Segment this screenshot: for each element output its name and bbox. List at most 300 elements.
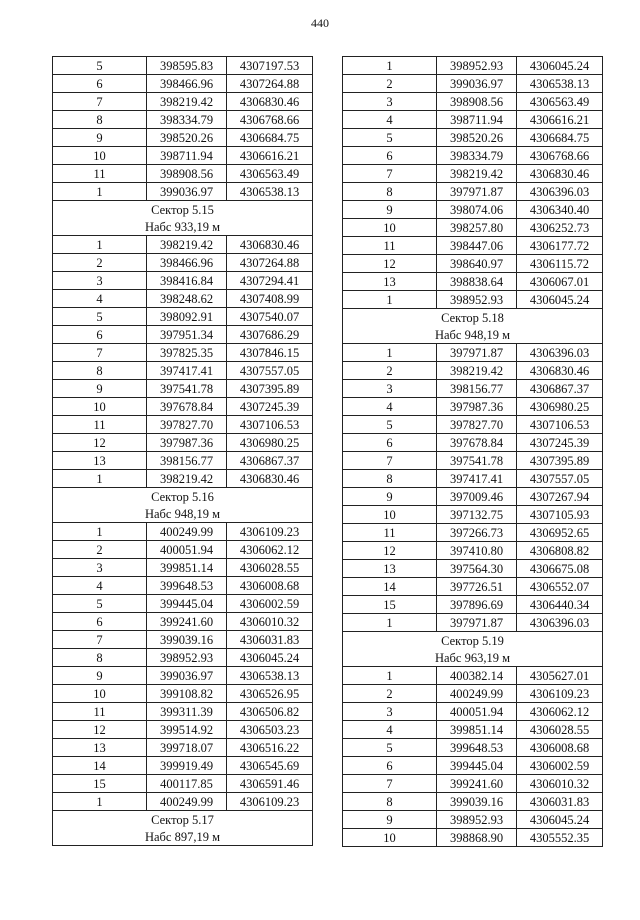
y-coordinate: 4306062.12 [517,703,603,721]
x-coordinate: 397896.69 [437,596,517,614]
y-coordinate: 4306396.03 [517,344,603,362]
x-coordinate: 399036.97 [147,183,227,201]
y-coordinate: 4306115.72 [517,255,603,273]
table-row [343,614,603,632]
x-coordinate: 398156.77 [147,452,227,470]
point-number: 4 [343,111,437,129]
point-number: 13 [53,452,147,470]
y-coordinate: 4306830.46 [227,470,313,488]
sector-length-row [343,326,603,344]
point-number: 13 [343,560,437,578]
table-row [53,667,313,685]
point-number: 6 [53,75,147,93]
y-coordinate: 4305627.01 [517,667,603,685]
table-row [53,57,313,75]
table-row [343,147,603,165]
table-row [53,649,313,667]
table-row [53,380,313,398]
point-number: 5 [343,416,437,434]
sector-length-row [343,649,603,667]
point-number: 9 [53,129,147,147]
y-coordinate: 4306010.32 [517,775,603,793]
y-coordinate: 4306867.37 [517,380,603,398]
x-coordinate: 398952.93 [147,649,227,667]
point-number: 2 [343,362,437,380]
table-row [343,829,603,847]
y-coordinate: 4306526.95 [227,685,313,703]
x-coordinate: 398838.64 [437,273,517,291]
point-number: 8 [343,470,437,488]
table-row [343,380,603,398]
x-coordinate: 398219.42 [437,165,517,183]
y-coordinate: 4306177.72 [517,237,603,255]
table-row [53,308,313,326]
y-coordinate: 4306616.21 [227,147,313,165]
y-coordinate: 4306506.82 [227,703,313,721]
y-coordinate: 4306109.23 [227,793,313,811]
table-row [343,344,603,362]
x-coordinate: 398257.80 [437,219,517,237]
y-coordinate: 4306768.66 [227,111,313,129]
x-coordinate: 398466.96 [147,254,227,272]
x-coordinate: 398219.42 [147,236,227,254]
x-coordinate: 400249.99 [147,793,227,811]
table-row [343,75,603,93]
x-coordinate: 397541.78 [437,452,517,470]
y-coordinate: 4306980.25 [517,398,603,416]
table-row [53,613,313,631]
table-row [343,685,603,703]
table-row [53,398,313,416]
y-coordinate: 4306010.32 [227,613,313,631]
point-number: 13 [53,739,147,757]
table-row [53,434,313,452]
x-coordinate: 397678.84 [147,398,227,416]
x-coordinate: 398520.26 [437,129,517,147]
table-row [53,75,313,93]
x-coordinate: 400117.85 [147,775,227,793]
table-row [53,721,313,739]
y-coordinate: 4306109.23 [227,523,313,541]
point-number: 9 [343,201,437,219]
point-number: 12 [53,721,147,739]
table-row [343,542,603,560]
point-number: 14 [53,757,147,775]
table-row [53,685,313,703]
x-coordinate: 398334.79 [437,147,517,165]
x-coordinate: 398219.42 [147,93,227,111]
table-row [343,560,603,578]
point-number: 5 [53,595,147,613]
point-number: 7 [53,344,147,362]
x-coordinate: 397266.73 [437,524,517,542]
point-number: 13 [343,273,437,291]
x-coordinate: 399445.04 [437,757,517,775]
y-coordinate: 4306503.23 [227,721,313,739]
point-number: 1 [343,614,437,632]
x-coordinate: 398868.90 [437,829,517,847]
table-row [53,147,313,165]
table-row [343,703,603,721]
table-row [53,165,313,183]
table-row [343,596,603,614]
x-coordinate: 398711.94 [437,111,517,129]
x-coordinate: 397971.87 [437,614,517,632]
y-coordinate: 4306008.68 [517,739,603,757]
point-number: 12 [343,255,437,273]
y-coordinate: 4307395.89 [517,452,603,470]
y-coordinate: 4306552.07 [517,578,603,596]
point-number: 1 [53,793,147,811]
point-number: 6 [343,434,437,452]
x-coordinate: 400382.14 [437,667,517,685]
x-coordinate: 399241.60 [437,775,517,793]
x-coordinate: 397417.41 [147,362,227,380]
point-number: 3 [53,559,147,577]
table-row [343,111,603,129]
table-row [53,757,313,775]
table-row [53,326,313,344]
y-coordinate: 4306440.34 [517,596,603,614]
table-row [343,255,603,273]
x-coordinate: 398219.42 [437,362,517,380]
y-coordinate: 4306002.59 [227,595,313,613]
y-coordinate: 4306616.21 [517,111,603,129]
table-row [343,739,603,757]
x-coordinate: 399648.53 [147,577,227,595]
y-coordinate: 4307294.41 [227,272,313,290]
x-coordinate: 398416.84 [147,272,227,290]
table-row [53,577,313,595]
table-row [343,183,603,201]
x-coordinate: 398595.83 [147,57,227,75]
y-coordinate: 4307540.07 [227,308,313,326]
point-number: 2 [53,254,147,272]
x-coordinate: 399036.97 [437,75,517,93]
table-row [53,362,313,380]
table-row [53,416,313,434]
x-coordinate: 398908.56 [437,93,517,111]
point-number: 10 [53,685,147,703]
x-coordinate: 398952.93 [437,291,517,309]
point-number: 2 [343,75,437,93]
x-coordinate: 397417.41 [437,470,517,488]
x-coordinate: 399851.14 [147,559,227,577]
x-coordinate: 399311.39 [147,703,227,721]
table-row [343,434,603,452]
point-number: 4 [53,290,147,308]
point-number: 5 [343,739,437,757]
y-coordinate: 4306109.23 [517,685,603,703]
x-coordinate: 398711.94 [147,147,227,165]
point-number: 8 [53,362,147,380]
table-row [343,398,603,416]
x-coordinate: 397827.70 [437,416,517,434]
x-coordinate: 397564.30 [437,560,517,578]
table-row [53,272,313,290]
x-coordinate: 397951.34 [147,326,227,344]
x-coordinate: 400249.99 [147,523,227,541]
y-coordinate: 4307557.05 [227,362,313,380]
y-coordinate: 4306830.46 [517,362,603,380]
table-row [53,452,313,470]
x-coordinate: 397987.36 [437,398,517,416]
y-coordinate: 4306045.24 [517,291,603,309]
y-coordinate: 4307267.94 [517,488,603,506]
point-number: 7 [343,165,437,183]
point-number: 1 [53,470,147,488]
x-coordinate: 398248.62 [147,290,227,308]
table-row [343,273,603,291]
x-coordinate: 399648.53 [437,739,517,757]
x-coordinate: 398908.56 [147,165,227,183]
y-coordinate: 4306545.69 [227,757,313,775]
sector-title-row [343,632,603,650]
point-number: 3 [343,93,437,111]
y-coordinate: 4307197.53 [227,57,313,75]
x-coordinate: 397827.70 [147,416,227,434]
x-coordinate: 400051.94 [437,703,517,721]
sector-title-row [53,488,313,506]
x-coordinate: 398447.06 [437,237,517,255]
table-row [343,811,603,829]
sector-length-row [53,218,313,236]
table-row [53,739,313,757]
y-coordinate: 4306340.40 [517,201,603,219]
y-coordinate: 4306008.68 [227,577,313,595]
point-number: 11 [53,165,147,183]
sector-length: Набс 948,19 м [343,326,603,344]
y-coordinate: 4307395.89 [227,380,313,398]
x-coordinate: 398074.06 [437,201,517,219]
point-number: 5 [53,308,147,326]
coordinates-table-left [52,56,313,846]
x-coordinate: 397410.80 [437,542,517,560]
table-row [343,416,603,434]
point-number: 6 [343,147,437,165]
table-row [343,201,603,219]
x-coordinate: 398219.42 [147,470,227,488]
table-row [53,703,313,721]
sector-title: Сектор 5.19 [343,632,603,650]
sector-title: Сектор 5.18 [343,309,603,327]
point-number: 7 [343,775,437,793]
x-coordinate: 398334.79 [147,111,227,129]
point-number: 11 [343,524,437,542]
coordinates-table-right [342,56,603,847]
sector-title: Сектор 5.15 [53,201,313,219]
table-row [343,129,603,147]
point-number: 8 [53,111,147,129]
table-row [343,757,603,775]
x-coordinate: 397971.87 [437,183,517,201]
y-coordinate: 4307557.05 [517,470,603,488]
y-coordinate: 4306563.49 [517,93,603,111]
sector-title-row [343,309,603,327]
y-coordinate: 4306028.55 [517,721,603,739]
table-row [343,237,603,255]
y-coordinate: 4306952.65 [517,524,603,542]
sector-length: Набс 963,19 м [343,649,603,667]
y-coordinate: 4306684.75 [517,129,603,147]
y-coordinate: 4306045.24 [517,57,603,75]
y-coordinate: 4307408.99 [227,290,313,308]
table-row [53,595,313,613]
table-row [53,559,313,577]
y-coordinate: 4306028.55 [227,559,313,577]
y-coordinate: 4306002.59 [517,757,603,775]
page-number: 440 [311,16,329,30]
point-number: 10 [53,398,147,416]
x-coordinate: 399039.16 [147,631,227,649]
point-number: 5 [53,57,147,75]
y-coordinate: 4306675.08 [517,560,603,578]
x-coordinate: 397726.51 [437,578,517,596]
table-row [53,254,313,272]
table-row [53,344,313,362]
table-row [343,721,603,739]
y-coordinate: 4306031.83 [517,793,603,811]
x-coordinate: 399445.04 [147,595,227,613]
x-coordinate: 398640.97 [437,255,517,273]
x-coordinate: 398156.77 [437,380,517,398]
table-row [343,578,603,596]
point-number: 3 [53,272,147,290]
table-row [343,488,603,506]
point-number: 7 [343,452,437,470]
point-number: 11 [53,703,147,721]
point-number: 1 [343,291,437,309]
point-number: 1 [343,667,437,685]
y-coordinate: 4306396.03 [517,183,603,201]
table-row [343,219,603,237]
y-coordinate: 4306867.37 [227,452,313,470]
table-row [343,506,603,524]
sector-length: Набс 933,19 м [53,218,313,236]
y-coordinate: 4306062.12 [227,541,313,559]
sector-length-row [53,828,313,846]
point-number: 7 [53,631,147,649]
point-number: 4 [343,398,437,416]
point-number: 6 [343,757,437,775]
table-row [53,236,313,254]
y-coordinate: 4306563.49 [227,165,313,183]
y-coordinate: 4306830.46 [227,93,313,111]
x-coordinate: 397132.75 [437,506,517,524]
y-coordinate: 4307106.53 [227,416,313,434]
sector-length: Набс 897,19 м [53,828,313,846]
table-row [343,362,603,380]
point-number: 9 [343,811,437,829]
y-coordinate: 4306684.75 [227,129,313,147]
table-row [53,183,313,201]
point-number: 10 [53,147,147,165]
point-number: 2 [53,541,147,559]
point-number: 12 [53,434,147,452]
point-number: 2 [343,685,437,703]
table-row [53,793,313,811]
point-number: 1 [343,344,437,362]
table-row [53,129,313,147]
y-coordinate: 4307264.88 [227,254,313,272]
table-row [53,470,313,488]
table-row [343,793,603,811]
y-coordinate: 4307245.39 [517,434,603,452]
y-coordinate: 4306067.01 [517,273,603,291]
table-row [343,470,603,488]
point-number: 4 [53,577,147,595]
point-number: 10 [343,219,437,237]
sector-title: Сектор 5.16 [53,488,313,506]
sector-title-row [53,811,313,829]
y-coordinate: 4305552.35 [517,829,603,847]
y-coordinate: 4306538.13 [227,667,313,685]
sector-length-row [53,505,313,523]
x-coordinate: 399718.07 [147,739,227,757]
y-coordinate: 4306538.13 [227,183,313,201]
y-coordinate: 4306591.46 [227,775,313,793]
x-coordinate: 399851.14 [437,721,517,739]
x-coordinate: 397825.35 [147,344,227,362]
y-coordinate: 4307686.29 [227,326,313,344]
x-coordinate: 397009.46 [437,488,517,506]
y-coordinate: 4306768.66 [517,147,603,165]
table-row [343,57,603,75]
x-coordinate: 399108.82 [147,685,227,703]
x-coordinate: 398466.96 [147,75,227,93]
y-coordinate: 4306538.13 [517,75,603,93]
x-coordinate: 397971.87 [437,344,517,362]
y-coordinate: 4307105.93 [517,506,603,524]
x-coordinate: 398092.91 [147,308,227,326]
point-number: 11 [53,416,147,434]
point-number: 4 [343,721,437,739]
sector-length: Набс 948,19 м [53,505,313,523]
x-coordinate: 397987.36 [147,434,227,452]
table-row [53,775,313,793]
table-row [343,165,603,183]
y-coordinate: 4306045.24 [227,649,313,667]
table-row [343,291,603,309]
x-coordinate: 399241.60 [147,613,227,631]
table-row [53,111,313,129]
point-number: 3 [343,380,437,398]
y-coordinate: 4307846.15 [227,344,313,362]
table-row [53,523,313,541]
point-number: 10 [343,829,437,847]
point-number: 6 [53,326,147,344]
x-coordinate: 400249.99 [437,685,517,703]
point-number: 8 [343,793,437,811]
point-number: 3 [343,703,437,721]
point-number: 6 [53,613,147,631]
table-row [343,452,603,470]
y-coordinate: 4306031.83 [227,631,313,649]
x-coordinate: 398952.93 [437,811,517,829]
table-row [53,631,313,649]
point-number: 1 [53,523,147,541]
table-row [53,541,313,559]
point-number: 1 [343,57,437,75]
point-number: 1 [53,236,147,254]
y-coordinate: 4306830.46 [227,236,313,254]
y-coordinate: 4307106.53 [517,416,603,434]
point-number: 15 [53,775,147,793]
point-number: 10 [343,506,437,524]
point-number: 9 [53,667,147,685]
sector-title-row [53,201,313,219]
x-coordinate: 397541.78 [147,380,227,398]
